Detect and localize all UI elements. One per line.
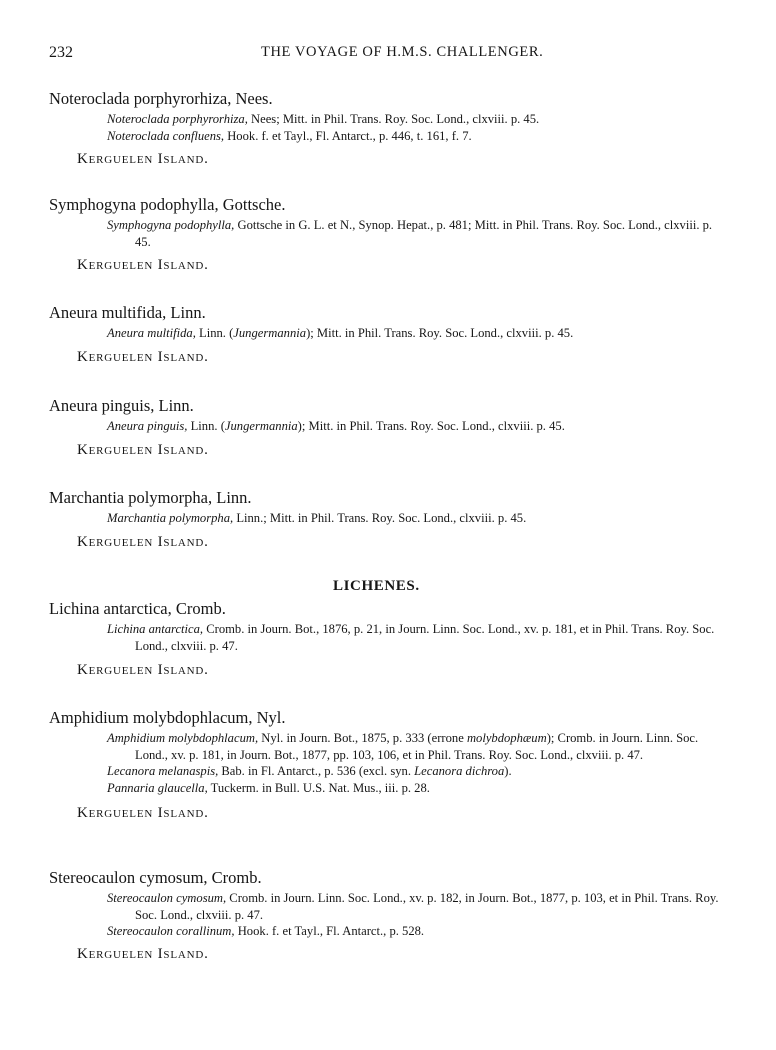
citation [107, 923, 729, 940]
page-number: 232 [49, 44, 73, 61]
citation-text: Nyl. in Journ. Bot., 1875, p. 333 (errone [258, 731, 467, 745]
species-name: Aneura pinguis, Linn. [49, 396, 194, 415]
species-entry [49, 488, 729, 551]
species-name: Lichina antarctica, Cromb. [49, 599, 226, 618]
citation-text: Hook. f. et Tayl., Fl. Antarct., p. 528. [234, 924, 425, 938]
citation [107, 128, 729, 145]
citation [107, 890, 729, 923]
citation-taxon: Lichina antarctica, [107, 622, 204, 636]
species-name: Symphogyna podophylla, Gottsche. [49, 195, 286, 214]
citation [107, 763, 729, 780]
citation [107, 621, 729, 654]
citation-taxon: Jungermannia [233, 326, 307, 340]
locality: Kerguelen Island. [77, 805, 209, 821]
species-name: Stereocaulon cymosum, Cromb. [49, 868, 262, 887]
species-entry [49, 599, 729, 679]
citation-text: Linn. ( [195, 326, 234, 340]
citation-text: Linn.; Mitt. in Phil. Trans. Roy. Soc. Lond., clxviii. p. 45. [233, 511, 527, 525]
citation [107, 780, 729, 797]
citation-taxon: Lecanora melanaspis, [107, 764, 219, 778]
citation [107, 111, 729, 128]
locality: Kerguelen Island. [77, 151, 209, 167]
locality: Kerguelen Island. [77, 348, 209, 365]
locality: Kerguelen Island. [77, 441, 209, 458]
citation-taxon: Stereocaulon corallinum, [107, 924, 235, 938]
locality: Kerguelen Island. [77, 257, 209, 273]
page-header [49, 44, 729, 66]
citation-taxon: Symphogyna podophylla, [107, 218, 235, 232]
citation-text: ); Mitt. in Phil. Trans. Roy. Soc. Lond., clxviii. p. 45. [306, 326, 574, 340]
section-heading: LICHENES. [333, 578, 420, 594]
citation-taxon: Marchantia polymorpha, [107, 511, 234, 525]
citation-text: Gottsche in G. L. et N., Synop. Hepat., p. 481; Mitt. in Phil. Trans. Roy. Soc. Lond., clxviii. p. 45. [135, 218, 713, 249]
running-title: THE VOYAGE OF H.M.S. CHALLENGER. [261, 44, 544, 60]
citation-taxon: Stereocaulon cymosum, [107, 891, 227, 905]
citation-text: Bab. in Fl. Antarct., p. 536 (excl. syn. [218, 764, 415, 778]
citation-text: Nees; Mitt. in Phil. Trans. Roy. Soc. Lond., clxviii. p. 45. [247, 112, 540, 126]
citation [107, 510, 729, 527]
locality: Kerguelen Island. [77, 945, 209, 962]
species-name: Amphidium molybdophlacum, Nyl. [49, 708, 286, 727]
citation-taxon: Aneura multifida, [107, 326, 196, 340]
citation-text: Hook. f. et Tayl., Fl. Antarct., p. 446, t. 161, f. 7. [224, 128, 472, 143]
species-entry [49, 195, 729, 274]
species-entry [49, 89, 729, 168]
citation-taxon: Pannaria glaucella, [107, 780, 208, 795]
citation-taxon: Amphidium molybdophlacum, [107, 731, 259, 745]
locality: Kerguelen Island. [77, 533, 209, 550]
citation-taxon: Noteroclada porphyrorhiza, [107, 112, 248, 126]
species-entry [49, 868, 729, 963]
citation-text: ); Mitt. in Phil. Trans. Roy. Soc. Lond., clxviii. p. 45. [297, 419, 565, 433]
species-entry [49, 708, 729, 822]
citation-taxon: Lecanora dichroa [414, 764, 505, 778]
citation-text: Tuckerm. in Bull. U.S. Nat. Mus., iii. p. 28. [207, 780, 430, 795]
citation-text: ); Cromb. in Journ. Linn. Soc. Lond., xv. p. 181, in Journ. Bot., 1877, pp. 103, 106, et in Phil. Trans. Roy. Soc. Lond., clxviii. p. 47. [135, 731, 699, 762]
citation [107, 418, 729, 435]
citation-text: Cromb. in Journ. Linn. Soc. Lond., xv. p. 182, in Journ. Bot., 1877, p. 103, et in Phil. Trans. Roy. Soc. Lond., clxviii. p. 47. [135, 891, 719, 922]
citation-text: Linn. ( [187, 419, 225, 433]
citation-taxon: Noteroclada confluens, [107, 128, 225, 143]
species-name: Aneura multifida, Linn. [49, 303, 206, 322]
species-entry [49, 396, 729, 459]
species-name: Marchantia polymorpha, Linn. [49, 488, 252, 507]
species-entry [49, 303, 729, 366]
citation [107, 325, 729, 342]
citation-taxon: molybdophæum [466, 731, 547, 745]
citation-text: ). [504, 764, 512, 778]
citation-text: Cromb. in Journ. Bot., 1876, p. 21, in Journ. Linn. Soc. Lond., xv. p. 181, et in Phil. Trans. Roy. Soc. Lond., clxviii. p. 47. [135, 622, 715, 653]
citation [107, 217, 729, 250]
citation-taxon: Jungermannia [224, 419, 298, 433]
locality: Kerguelen Island. [77, 662, 209, 678]
citation [107, 730, 729, 763]
species-name: Noteroclada porphyrorhiza, Nees. [49, 89, 273, 108]
citation-taxon: Aneura pinguis, [107, 419, 188, 433]
